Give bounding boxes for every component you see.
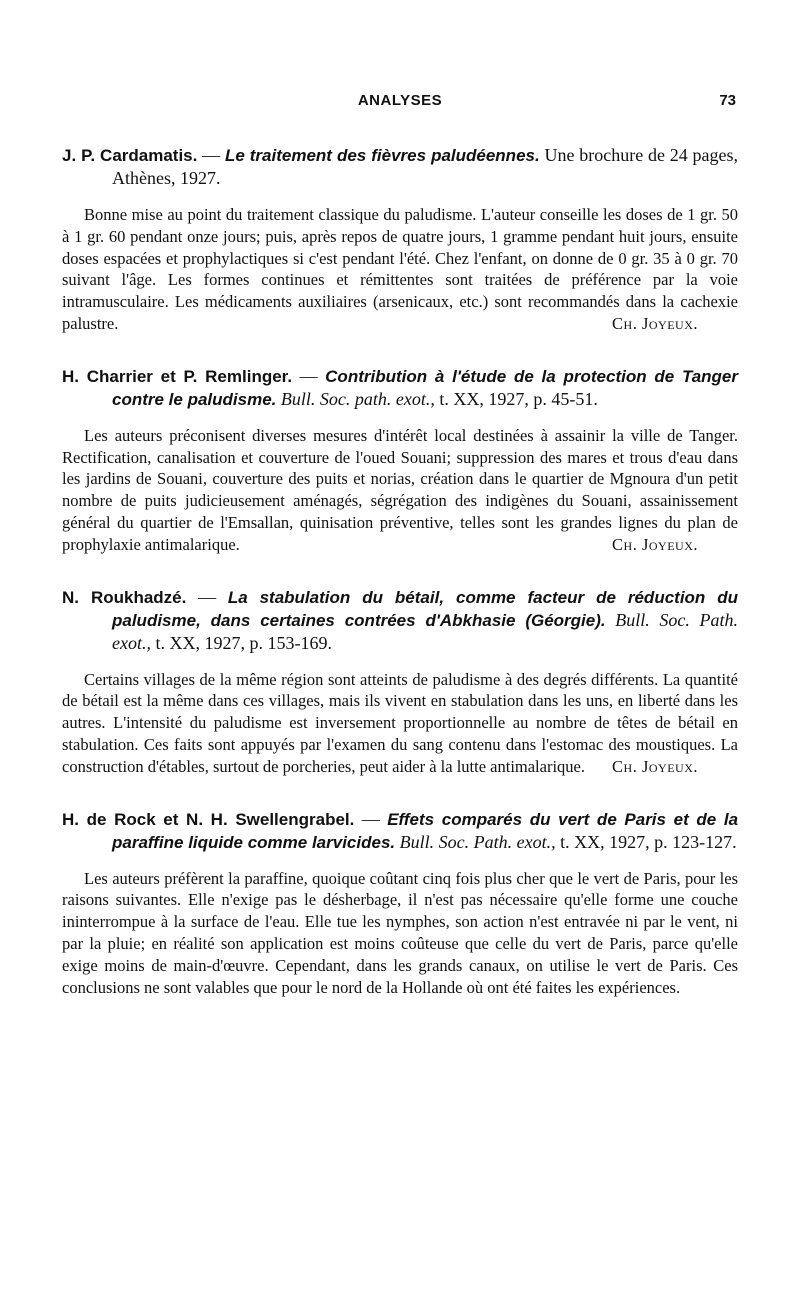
abstract-entry-roukhadze: [62, 586, 738, 778]
entry-authors: J. P. Cardamatis.: [62, 146, 198, 165]
entry-journal: Bull. Soc. path. exot.,: [276, 388, 435, 409]
entry-reference: t. XX, 1927, p. 45-51.: [434, 388, 598, 409]
running-title: ANALYSES: [357, 92, 443, 109]
citation: [62, 808, 738, 854]
entry-title: La stabulation du bétail, comme facteur de réduction du paludisme, dans certaines contrées d'Abkhasie (Géorgie).: [112, 587, 739, 630]
page-number: 73: [719, 92, 736, 109]
entry-authors: N. Roukhadzé.: [62, 587, 187, 607]
abstract-entry-cardamatis: [62, 144, 738, 335]
abstract-entry-de-rock-swellengrabel: [62, 808, 738, 999]
entry-title: Le traitement des fièvres paludéennes.: [224, 146, 540, 165]
entry-journal: Bull. Soc. Path. exot.,: [112, 609, 739, 653]
abstract-text: [62, 204, 738, 335]
citation-separator: —: [197, 145, 225, 165]
abstract-text: [62, 669, 738, 778]
reviewer-signature: Ch. Joyeux.: [612, 534, 698, 554]
entry-title: Effets comparés du vert de Paris et de la paraffine liquide comme larvicides.: [112, 809, 739, 852]
abstract-body: Bonne mise au point du traitement classique du paludisme. L'auteur conseille les doses de 1 gr. 50 à 1 gr. 60 pendant onze jours; puis, après repos de quatre jours, 1 gramme pendant huit jours, ensuite doses espacées et prophylactiques si c'est pendant l'été. Chez l'enfant, on donne de 0 gr. 35 à 0 gr. 70 suivant l'âge. Les formes continues et rémittentes sont traitées de préférence par la voie intramusculaire. Les médicaments auxiliaires (arsenicaux, etc.) sont recommandés dans la cachexie palustre.: [62, 205, 738, 333]
citation-separator: —: [354, 808, 388, 829]
entry-reference: t. XX, 1927, p. 123-127.: [555, 831, 737, 852]
citation: [62, 365, 738, 411]
abstract-text: [62, 868, 738, 999]
abstract-entry-charrier-remlinger: [62, 365, 738, 556]
entry-reference: Une brochure de 24 pages, Athènes, 1927.: [112, 145, 739, 188]
abstract-body: Les auteurs préconisent diverses mesures d'intérêt local destinées à assainir la ville de Tanger. Rectification, canalisation et couverture de l'oued Souani; suppression des mares et trous d'eau dans les jardins de Souani, couverture des puits et norias, création dans le quartier de Mgnoura d'un petit nombre de puits judicieusement aménagés, ségrégation des indigènes du Souani, assainissement général du quartier de l'Emsallan, quinisation préventive, telles sont les grandes lignes du plan de prophylaxie antimalarique.: [62, 425, 738, 554]
reviewer-signature: Ch. Joyeux.: [612, 756, 698, 776]
abstract-text: [62, 425, 738, 556]
document-page: [62, 92, 738, 1028]
citation-separator: —: [186, 586, 228, 607]
abstract-body: Certains villages de la même région sont atteints de paludisme à des degrés différents. La quantité de bétail est la même dans ces villages, mais ils vivent en stabulation dans les uns, en liberté dans les autres. L'intensité du paludisme est inversement proportionnelle au nombre de têtes de bétail en stabulation. Ces faits sont appuyés par l'examen du sang contenu dans l'estomac des moustiques. La construction d'étables, surtout de porcheries, peut aider à la lutte antimalarique.: [62, 669, 738, 776]
citation: [62, 586, 738, 655]
running-header: [62, 92, 738, 118]
citation-separator: —: [292, 365, 326, 386]
citation: [62, 144, 738, 190]
reviewer-signature: Ch. Joyeux.: [612, 313, 698, 333]
entry-title: Contribution à l'étude de la protection de Tanger contre le paludisme.: [112, 366, 738, 409]
entry-journal: Bull. Soc. Path. exot.,: [395, 831, 556, 852]
abstract-body: Les auteurs préfèrent la paraffine, quoique coûtant cinq fois plus cher que le vert de Paris, pour les raisons suivantes. Elle n'exige pas le désherbage, il n'est pas nécessaire qu'elle forme une couche ininterrompue à la surface de l'eau. Elle tue les nymphes, son action n'est entravée ni par le vent, ni par la pluie; en réalité son application est moins coûteuse que celle du vert de Paris, parce qu'elle exige moins de main-d'œuvre. Cependant, dans les grands canaux, on utilise le vert de Paris. Ces conclusions ne sont valables que pour le nord de la Hollande où ont été faites les expériences.: [62, 868, 738, 997]
entry-authors: H. de Rock et N. H. Swellengrabel.: [62, 809, 355, 829]
entry-authors: H. Charrier et P. Remlinger.: [62, 366, 293, 386]
entry-reference: t. XX, 1927, p. 153-169.: [150, 632, 332, 653]
